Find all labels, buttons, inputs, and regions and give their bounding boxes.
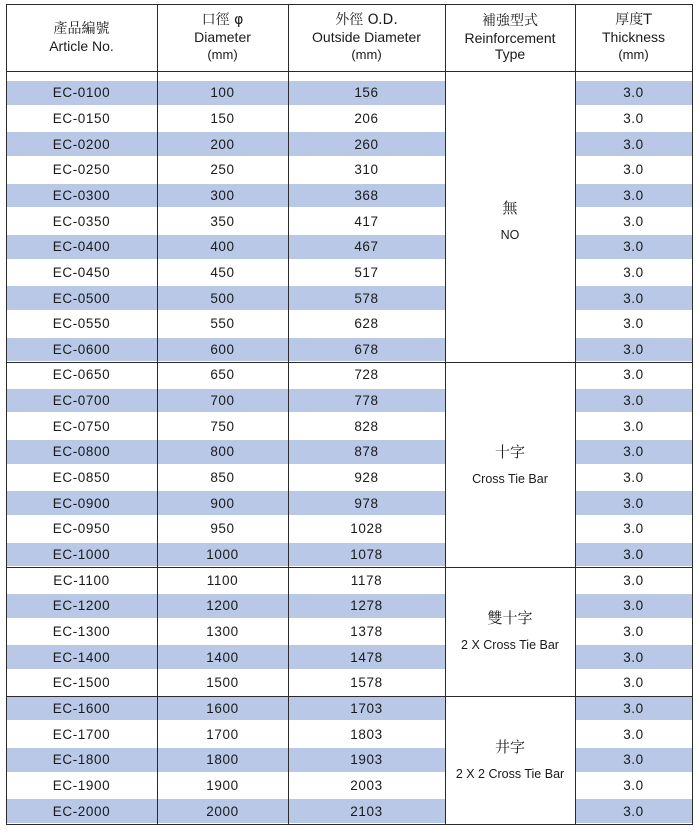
- cell-article: EC-1300: [52, 623, 111, 639]
- cell-thickness: 3.0: [623, 264, 644, 280]
- cell-article: EC-0300: [52, 187, 111, 203]
- cell-od: 728: [354, 367, 379, 383]
- header-unit-label: (mm): [207, 47, 238, 62]
- cell-thickness: 3.0: [623, 598, 644, 614]
- cell-diameter: 400: [210, 239, 235, 255]
- cell-article: EC-0950: [52, 521, 111, 537]
- cell-diameter: 800: [210, 444, 235, 460]
- cell-diameter: 1100: [206, 572, 239, 588]
- reinforcement-cn-label: 十字: [494, 442, 525, 461]
- cell-thickness: 3.0: [623, 495, 644, 511]
- cell-article: EC-0100: [52, 85, 111, 101]
- header-cn-label: 厚度T: [615, 12, 652, 28]
- cell-thickness: 3.0: [623, 418, 644, 434]
- cell-thickness: 3.0: [623, 341, 644, 357]
- cell-thickness: 3.0: [623, 572, 644, 588]
- cell-thickness: 3.0: [623, 85, 644, 101]
- reinforcement-group: [445, 696, 575, 824]
- reinforcement-group: [445, 567, 575, 695]
- group-divider: [6, 362, 693, 363]
- cell-diameter: 2000: [206, 803, 239, 819]
- cell-od: 1703: [350, 700, 383, 716]
- cell-diameter: 1800: [206, 752, 239, 768]
- cell-article: EC-1400: [52, 649, 111, 665]
- reinforcement-en-label: Cross Tie Bar: [472, 471, 548, 486]
- cell-article: EC-0400: [52, 239, 111, 255]
- reinforcement-cn-label: 無: [502, 199, 518, 218]
- cell-od: 1278: [350, 598, 383, 614]
- header-cn-label: 產品編號: [53, 20, 110, 37]
- header-cn-label: 外徑 O.D.: [335, 12, 398, 28]
- cell-diameter: 250: [210, 162, 235, 178]
- cell-od: 206: [354, 110, 379, 126]
- cell-thickness: 3.0: [623, 393, 644, 409]
- table-bottom-border: [6, 824, 693, 825]
- cell-thickness: 3.0: [623, 777, 644, 793]
- cell-article: EC-1900: [52, 777, 111, 793]
- header-cn-label: 補強型式: [482, 13, 538, 29]
- cell-thickness: 3.0: [623, 470, 644, 486]
- cell-thickness: 3.0: [623, 726, 644, 742]
- cell-thickness: 3.0: [623, 444, 644, 460]
- cell-thickness: 3.0: [623, 675, 644, 691]
- cell-od: 417: [354, 213, 379, 229]
- cell-article: EC-0250: [52, 162, 111, 178]
- cell-diameter: 350: [210, 213, 235, 229]
- cell-od: 1178: [350, 572, 383, 588]
- cell-thickness: 3.0: [623, 187, 644, 203]
- cell-diameter: 300: [210, 187, 235, 203]
- cell-thickness: 3.0: [623, 623, 644, 639]
- cell-od: 368: [354, 187, 379, 203]
- cell-thickness: 3.0: [623, 649, 644, 665]
- group-divider: [6, 696, 693, 697]
- cell-article: EC-0600: [52, 341, 111, 357]
- cell-article: EC-0500: [52, 290, 111, 306]
- reinforcement-en-label: 2 X Cross Tie Bar: [461, 638, 559, 653]
- header-en-label: Outside Diameter: [312, 29, 421, 45]
- cell-od: 628: [354, 316, 379, 332]
- cell-diameter: 1600: [206, 700, 239, 716]
- cell-od: 578: [354, 290, 379, 306]
- column-header-3: [445, 4, 575, 71]
- cell-od: 1803: [350, 726, 383, 742]
- reinforcement-cn-label: 雙十字: [487, 609, 533, 628]
- column-divider: [445, 4, 446, 825]
- cell-article: EC-0200: [52, 136, 111, 152]
- cell-article: EC-0850: [52, 470, 111, 486]
- cell-thickness: 3.0: [623, 239, 644, 255]
- cell-article: EC-0700: [52, 393, 111, 409]
- group-divider: [6, 567, 693, 568]
- cell-diameter: 950: [210, 521, 235, 537]
- cell-diameter: 450: [210, 264, 235, 280]
- column-divider: [6, 4, 7, 825]
- cell-od: 778: [354, 393, 379, 409]
- header-bottom-border: [6, 71, 693, 72]
- cell-thickness: 3.0: [623, 367, 644, 383]
- cell-diameter: 100: [210, 85, 235, 101]
- cell-article: EC-0350: [52, 213, 111, 229]
- header-unit-label: (mm): [351, 47, 382, 62]
- cell-od: 828: [354, 418, 379, 434]
- cell-thickness: 3.0: [623, 213, 644, 229]
- cell-od: 467: [354, 239, 379, 255]
- cell-article: EC-1200: [52, 598, 111, 614]
- cell-thickness: 3.0: [623, 290, 644, 306]
- cell-diameter: 900: [210, 495, 235, 511]
- reinforcement-group: [445, 362, 575, 567]
- cell-od: 2103: [350, 803, 383, 819]
- cell-article: EC-0800: [52, 444, 111, 460]
- cell-thickness: 3.0: [623, 316, 644, 332]
- cell-diameter: 650: [210, 367, 235, 383]
- reinforcement-en-label: NO: [500, 228, 520, 243]
- cell-od: 1378: [350, 623, 383, 639]
- cell-diameter: 150: [210, 110, 235, 126]
- cell-od: 1078: [350, 547, 383, 562]
- header-cn-label: 口徑 φ: [201, 12, 244, 28]
- cell-od: 260: [354, 136, 379, 152]
- column-divider: [157, 4, 158, 825]
- header-unit-label: (mm): [618, 47, 649, 62]
- cell-diameter: 1200: [206, 598, 239, 614]
- cell-thickness: 3.0: [623, 136, 644, 152]
- cell-diameter: 1700: [206, 726, 239, 742]
- cell-thickness: 3.0: [623, 547, 644, 562]
- cell-od: 1028: [350, 521, 383, 537]
- cell-od: 1478: [350, 649, 383, 665]
- cell-article: EC-0150: [52, 110, 111, 126]
- reinforcement-group: [445, 80, 575, 362]
- cell-diameter: 1400: [206, 649, 239, 665]
- column-divider: [288, 4, 289, 825]
- column-header-2: [288, 4, 445, 71]
- header-en-label: Reinforcement Type: [464, 30, 556, 62]
- cell-diameter: 1500: [206, 675, 239, 691]
- cell-article: EC-1500: [52, 675, 111, 691]
- cell-article: EC-1600: [52, 700, 111, 716]
- cell-diameter: 850: [210, 470, 235, 486]
- cell-od: 878: [354, 444, 379, 460]
- table-top-border: [6, 4, 693, 5]
- cell-diameter: 700: [210, 393, 235, 409]
- cell-od: 678: [354, 341, 379, 357]
- cell-thickness: 3.0: [623, 752, 644, 768]
- cell-thickness: 3.0: [623, 110, 644, 126]
- column-header-0: [6, 4, 157, 71]
- cell-diameter: 750: [210, 418, 235, 434]
- cell-article: EC-0550: [52, 316, 111, 332]
- cell-diameter: 1000: [206, 547, 239, 562]
- column-divider: [692, 4, 693, 825]
- cell-article: EC-0900: [52, 495, 111, 511]
- cell-thickness: 3.0: [623, 162, 644, 178]
- cell-article: EC-0450: [52, 264, 111, 280]
- cell-diameter: 200: [210, 136, 235, 152]
- reinforcement-cn-label: 井字: [494, 737, 525, 756]
- cell-article: EC-1100: [53, 572, 110, 588]
- cell-thickness: 3.0: [623, 803, 644, 819]
- cell-diameter: 600: [210, 341, 235, 357]
- cell-diameter: 1300: [206, 623, 239, 639]
- cell-article: EC-1800: [52, 752, 111, 768]
- cell-article: EC-1700: [52, 726, 111, 742]
- reinforcement-en-label: 2 X 2 Cross Tie Bar: [455, 766, 565, 781]
- column-header-1: [157, 4, 288, 71]
- cell-od: 310: [354, 162, 379, 178]
- header-en-label: Diameter: [194, 29, 251, 45]
- cell-article: EC-1000: [52, 547, 111, 562]
- cell-od: 156: [354, 85, 379, 101]
- column-divider: [575, 4, 576, 825]
- cell-od: 2003: [350, 777, 383, 793]
- cell-thickness: 3.0: [623, 700, 644, 716]
- cell-article: EC-0750: [52, 418, 111, 434]
- header-en-label: Article No.: [49, 37, 114, 54]
- cell-diameter: 500: [210, 290, 235, 306]
- cell-od: 517: [354, 264, 379, 280]
- cell-od: 978: [354, 495, 379, 511]
- cell-od: 928: [354, 470, 379, 486]
- cell-od: 1578: [350, 675, 383, 691]
- cell-od: 1903: [350, 752, 383, 768]
- cell-thickness: 3.0: [623, 521, 644, 537]
- cell-diameter: 1900: [206, 777, 239, 793]
- header-en-label: Thickness: [601, 29, 666, 45]
- cell-article: EC-0650: [52, 367, 111, 383]
- column-header-4: [575, 4, 692, 71]
- cell-diameter: 550: [210, 316, 235, 332]
- cell-article: EC-2000: [52, 803, 111, 819]
